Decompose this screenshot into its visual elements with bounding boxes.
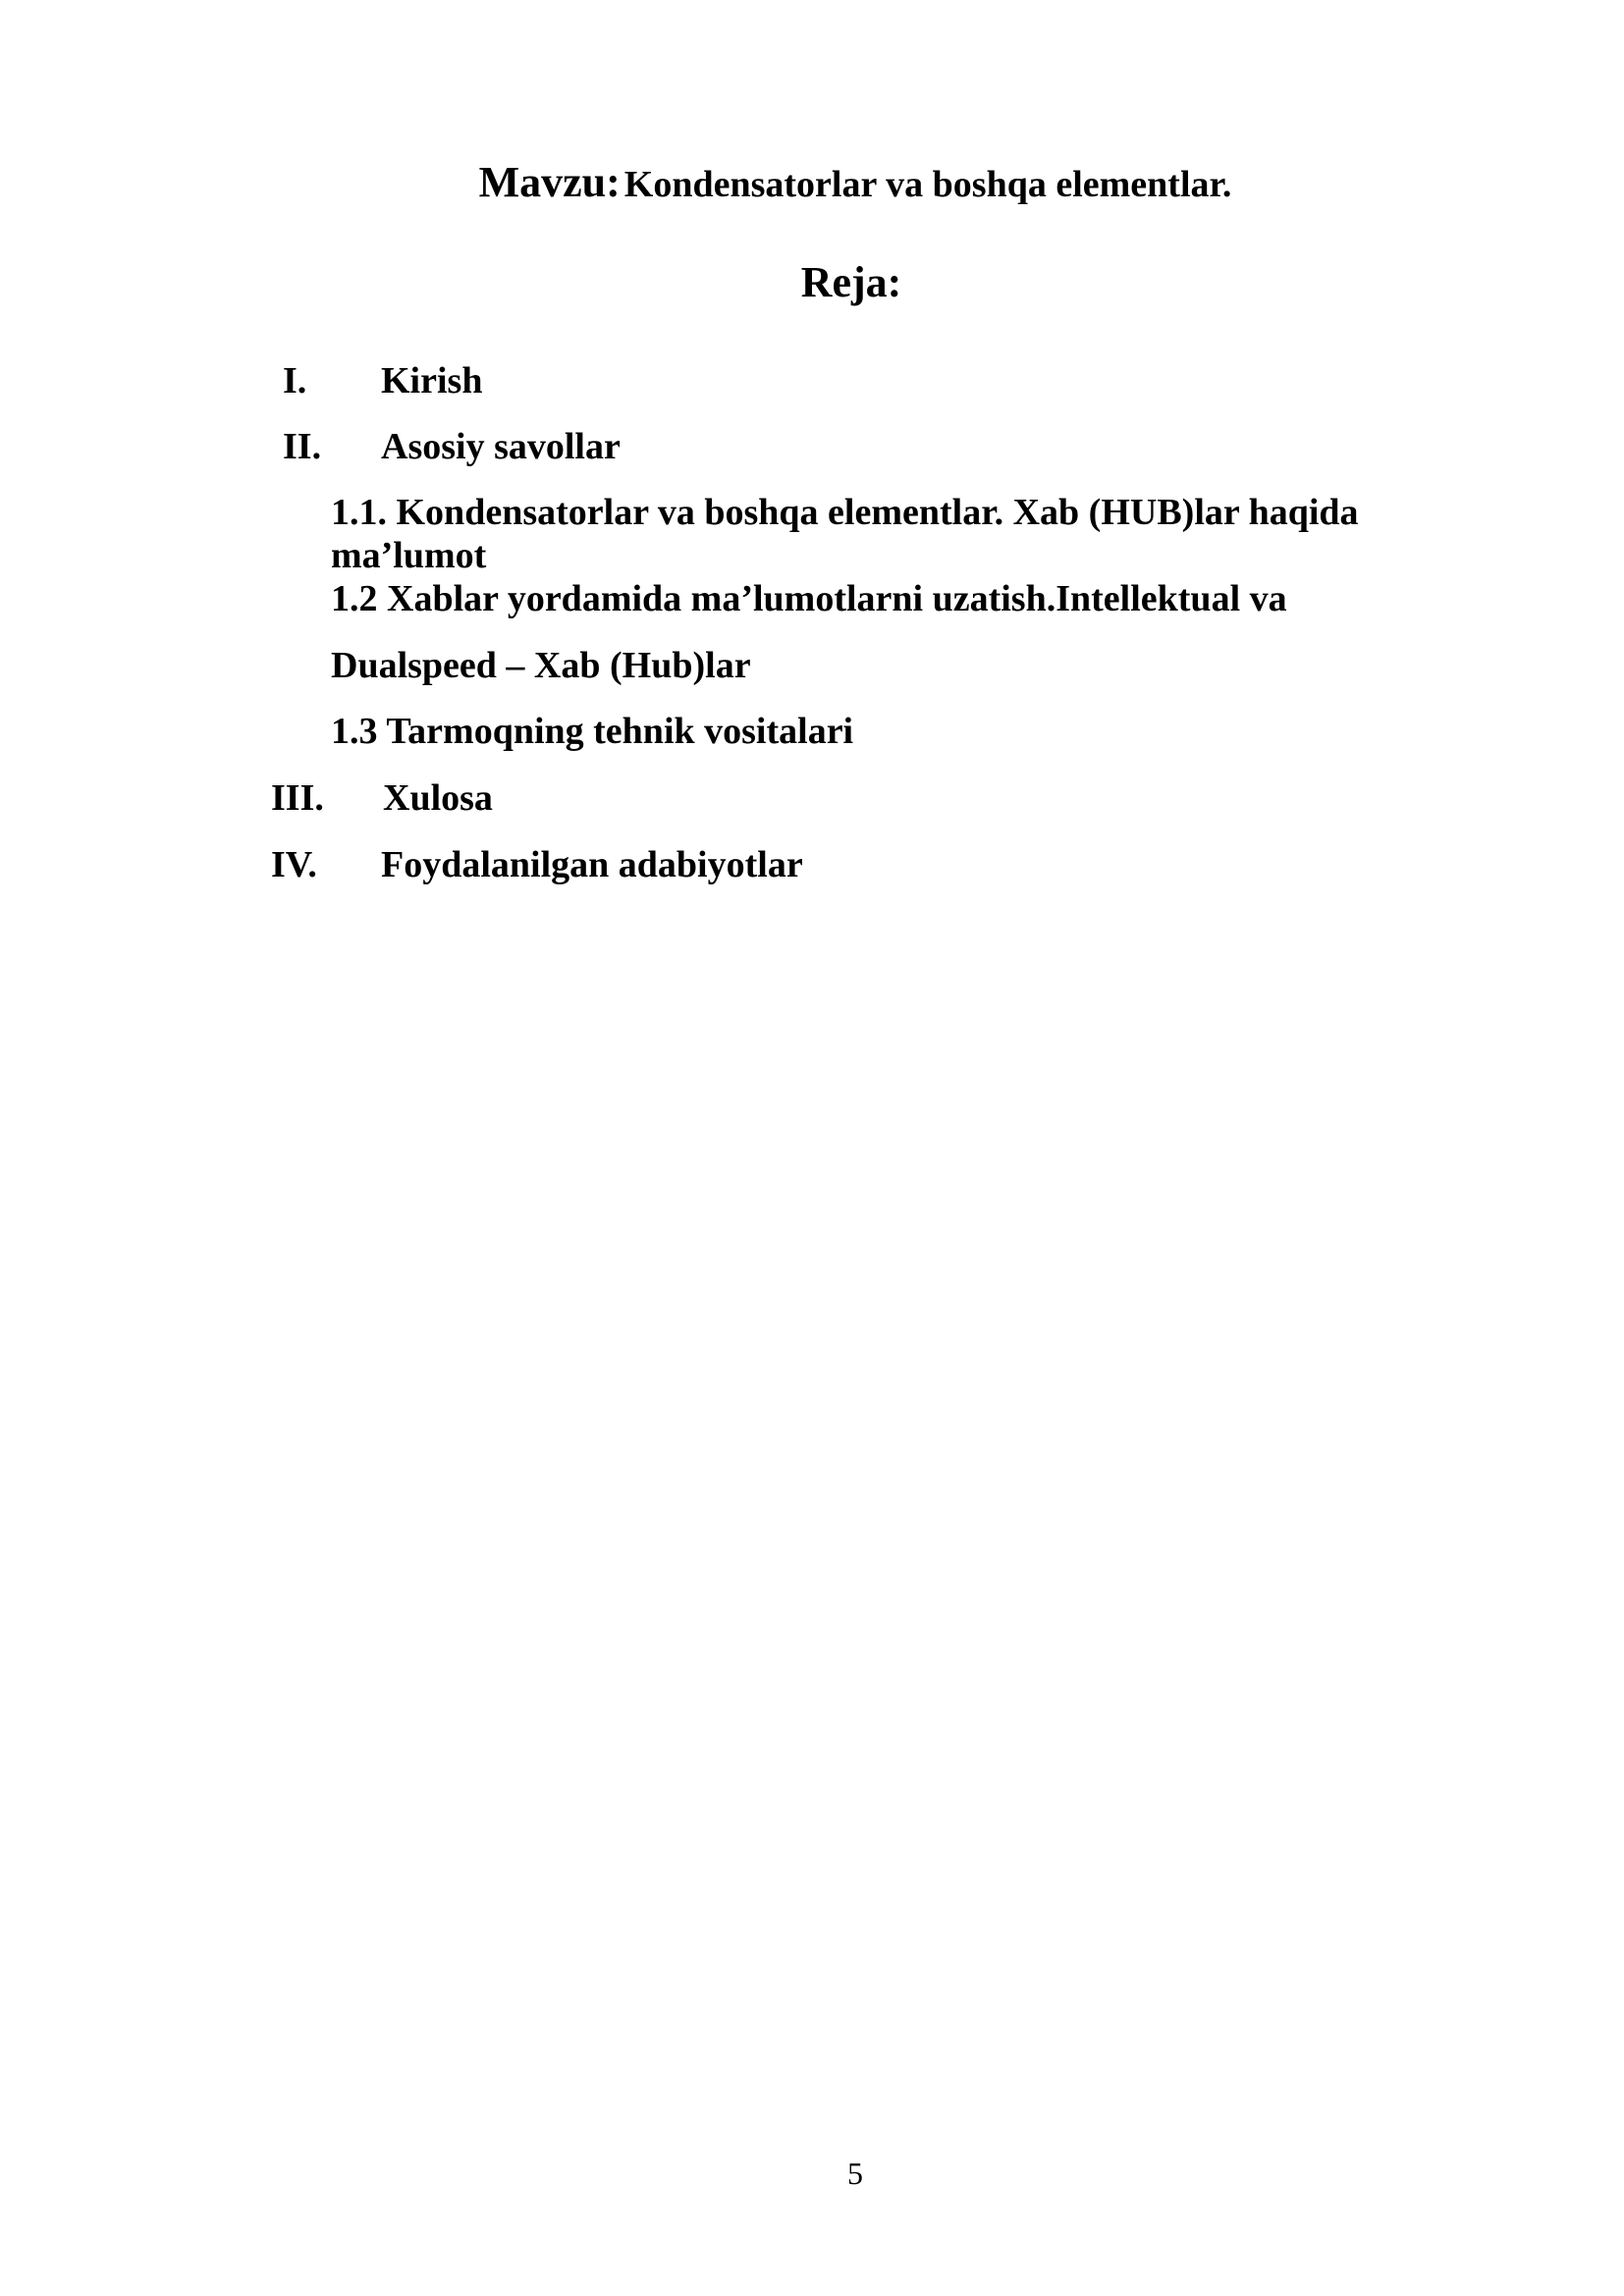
plan-item-label: Xulosa xyxy=(383,777,493,819)
plan-item-label: Asosiy savollar xyxy=(381,426,621,467)
plan-list xyxy=(0,0,1624,982)
title-text: Kondensatorlar va boshqa elementlar. xyxy=(623,164,1232,205)
plan-subitem-line: 1.3 Tarmoqning tehnik vositalari xyxy=(331,711,854,752)
plan-subitem-line: 1.1. Kondensatorlar va boshqa elementlar. Xab (HUB)lar haqida xyxy=(331,492,1359,533)
plan-subitem-line: Dualspeed – Xab (Hub)lar xyxy=(331,645,751,686)
plan-item-label: Kirish xyxy=(381,360,483,401)
plan-item-numeral: IV. xyxy=(271,844,317,885)
plan-item-numeral: I. xyxy=(283,360,307,401)
page-number: 5 xyxy=(847,2156,863,2191)
plan-subitem-line: ma’lumot xyxy=(331,535,487,576)
plan-item-numeral: III. xyxy=(271,777,324,819)
plan-item-label: Foydalanilgan adabiyotlar xyxy=(381,844,803,885)
plan-subitem-line: 1.2 Xablar yordamida ma’lumotlarni uzatish.Intellektual va xyxy=(331,578,1287,619)
plan-heading: Reja: xyxy=(800,258,902,306)
title-label: Mavzu: xyxy=(478,158,621,206)
plan-item-numeral: II. xyxy=(283,426,322,467)
